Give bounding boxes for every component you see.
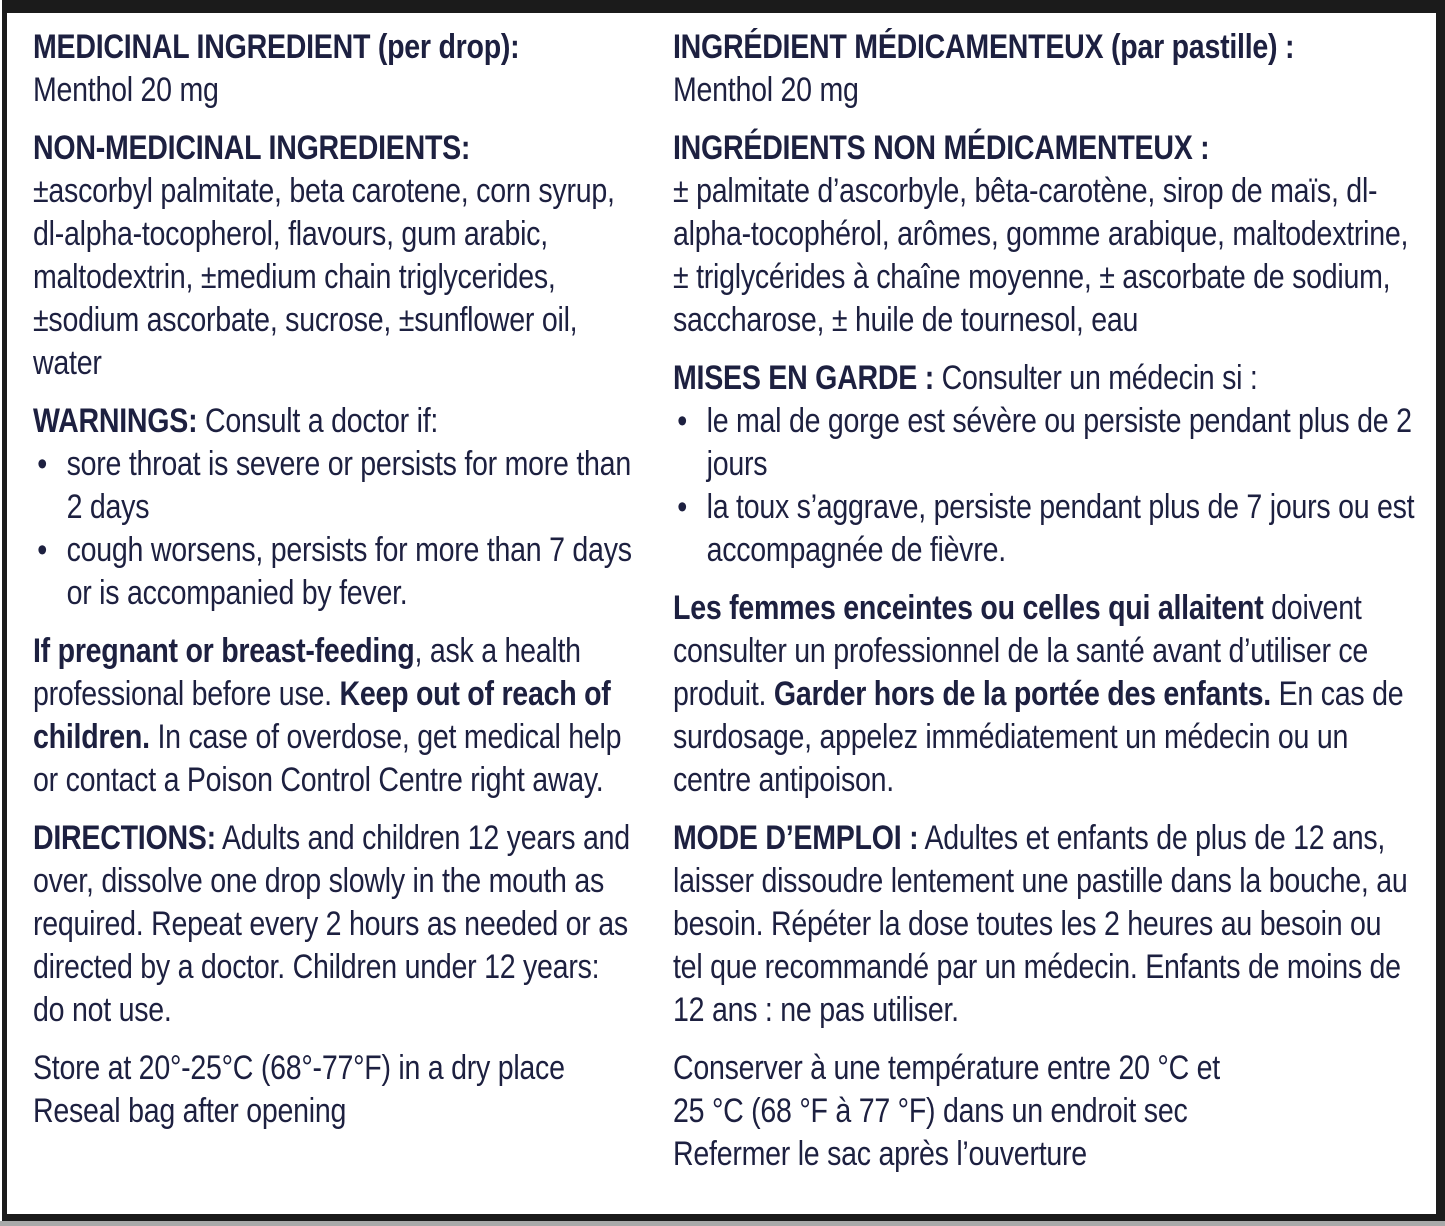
section-femmes-enceintes xyxy=(673,587,1416,802)
section-storage xyxy=(33,1047,633,1133)
column-english-content xyxy=(33,26,633,1133)
column-french-content xyxy=(673,26,1416,1176)
drug-facts-label-panel xyxy=(2,0,1445,1221)
section-non-medicinal-ingredients xyxy=(33,127,633,385)
mises-en-garde-bullet-toux: • la toux s’aggrave, persiste pendant plus de 7 jours ou est accompagnée de fièvre. xyxy=(673,486,1416,572)
warnings-bullet-sore-throat: • sore throat is severe or persists for more than 2 days xyxy=(33,443,633,529)
section-warnings xyxy=(33,400,633,615)
mises-en-garde-bullet-gorge: • le mal de gorge est sévère ou persiste pendant plus de 2 jours xyxy=(673,400,1416,486)
warnings-intro: WARNINGS: Consult a doctor if: xyxy=(33,402,439,440)
section-ingredients-non-medicamenteux xyxy=(673,127,1416,342)
section-conservation xyxy=(673,1047,1416,1176)
ingredients-non-medicamenteux-list: ± palmitate d’ascorbyle, bêta-carotène, sirop de maïs, dl-alpha-tocophérol, arômes, gomme arabique, maltodextrine, ± triglycérides à chaîne moyenne, ± ascorbate de sodium, saccharose, ± huile de tournesol, eau xyxy=(673,172,1409,339)
mode-demploi-text: MODE D’EMPLOI : Adultes et enfants de plus de 12 ans, laisser dissoudre lentement une pastille dans la bouche, au besoin. Répéter la dose toutes les 2 heures au besoin ou tel que recommandé par un médecin. Enfants de moins de 12 ans : ne pas utiliser. xyxy=(673,819,1408,1029)
ingredient-medicamenteux-heading: INGRÉDIENT MÉDICAMENTEUX (par pastille) : xyxy=(673,28,1295,66)
pregnancy-overdose-text: If pregnant or breast-feeding, ask a health professional before use. Keep out of reach of children. In case of overdose, get medical help or contact a Poison Control Centre right away. xyxy=(33,632,622,799)
section-mises-en-garde xyxy=(673,357,1416,572)
section-medicinal-ingredient xyxy=(33,26,633,112)
medicinal-ingredient-heading: MEDICINAL INGREDIENT (per drop): xyxy=(33,28,520,66)
femmes-enceintes-text: Les femmes enceintes ou celles qui allaitent doivent consulter un professionnel de la santé avant d’utiliser ce produit. Garder hors de la portée des enfants. En cas de surdosage, appelez immédiatement un médecin ou un centre antipoison. xyxy=(673,589,1404,799)
section-directions xyxy=(33,817,633,1032)
warnings-bullet-cough: • cough worsens, persists for more than 7 days or is accompanied by fever. xyxy=(33,529,633,615)
section-ingredient-medicamenteux xyxy=(673,26,1416,112)
conservation-line-3: Refermer le sac après l’ouverture xyxy=(673,1135,1087,1173)
ingredient-medicamenteux-value: Menthol 20 mg xyxy=(673,71,859,109)
section-mode-demploi xyxy=(673,817,1416,1032)
mises-en-garde-intro: MISES EN GARDE : Consulter un médecin si : xyxy=(673,359,1258,397)
non-medicinal-heading: NON-MEDICINAL INGREDIENTS: xyxy=(33,129,471,167)
column-english xyxy=(33,26,655,1191)
scan-edge-strip xyxy=(0,1221,1445,1226)
storage-line-1: Store at 20°-25°C (68°-77°F) in a dry place xyxy=(33,1049,565,1087)
medicinal-ingredient-value: Menthol 20 mg xyxy=(33,71,219,109)
non-medicinal-list: ±ascorbyl palmitate, beta carotene, corn syrup, dl-alpha-tocopherol, flavours, gum arabic, maltodextrin, ±medium chain triglycerides, ±sodium ascorbate, sucrose, ±sunflower oil, water xyxy=(33,172,615,382)
conservation-line-1: Conserver à une température entre 20 °C et xyxy=(673,1049,1220,1087)
storage-line-2: Reseal bag after opening xyxy=(33,1092,347,1130)
two-column-layout xyxy=(7,13,1436,1191)
directions-text: DIRECTIONS: Adults and children 12 years and over, dissolve one drop slowly in the mouth as required. Repeat every 2 hours as needed or as directed by a doctor. Children under 12 years: do not use. xyxy=(33,819,630,1029)
conservation-line-2: 25 °C (68 °F à 77 °F) dans un endroit sec xyxy=(673,1092,1188,1130)
column-french xyxy=(673,26,1445,1191)
section-pregnancy-overdose xyxy=(33,630,633,802)
ingredients-non-medicamenteux-heading: INGRÉDIENTS NON MÉDICAMENTEUX : xyxy=(673,129,1210,167)
